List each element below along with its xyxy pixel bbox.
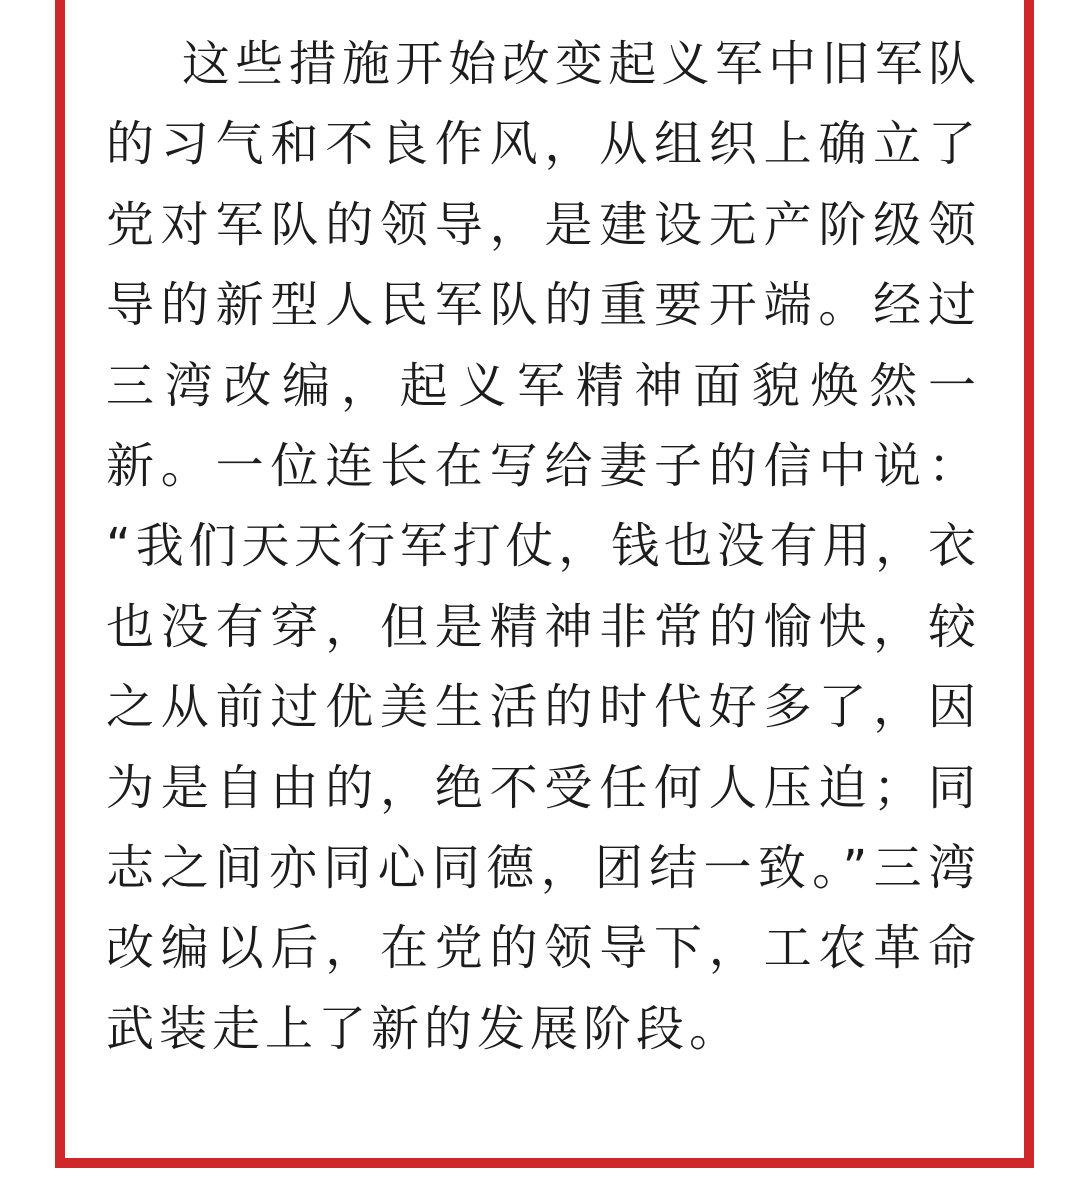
text-line: 三湾改编，起义军精神面貌焕然一 (106, 357, 976, 414)
text-line-last: 武装走上了新的发展阶段。 (106, 1000, 743, 1057)
text-line: 之从前过优美生活的时代好多了，因 (106, 679, 976, 736)
text-line: 新。一位连长在写给妻子的信中说： (106, 437, 976, 494)
text-line: 志之间亦同心同德，团结一致。”三湾 (106, 839, 976, 896)
text-line: 这些措施开始改变起义军中旧军队 (182, 36, 976, 92)
text-line: 也没有穿，但是精神非常的愉快，较 (106, 598, 976, 655)
text-line: “我们天天行军打仗，钱也没有用，衣 (106, 518, 976, 575)
text-line: 导的新型人民军队的重要开端。经过 (106, 277, 976, 334)
text-line: 为是自由的，绝不受任何人压迫；同 (106, 759, 976, 816)
text-line: 改编以后，在党的领导下，工农革命 (106, 920, 976, 977)
text-line: 的习气和不良作风，从组织上确立了 (106, 116, 976, 173)
article-paragraph (106, 24, 976, 1069)
text-line: 党对军队的领导，是建设无产阶级领 (106, 196, 976, 253)
